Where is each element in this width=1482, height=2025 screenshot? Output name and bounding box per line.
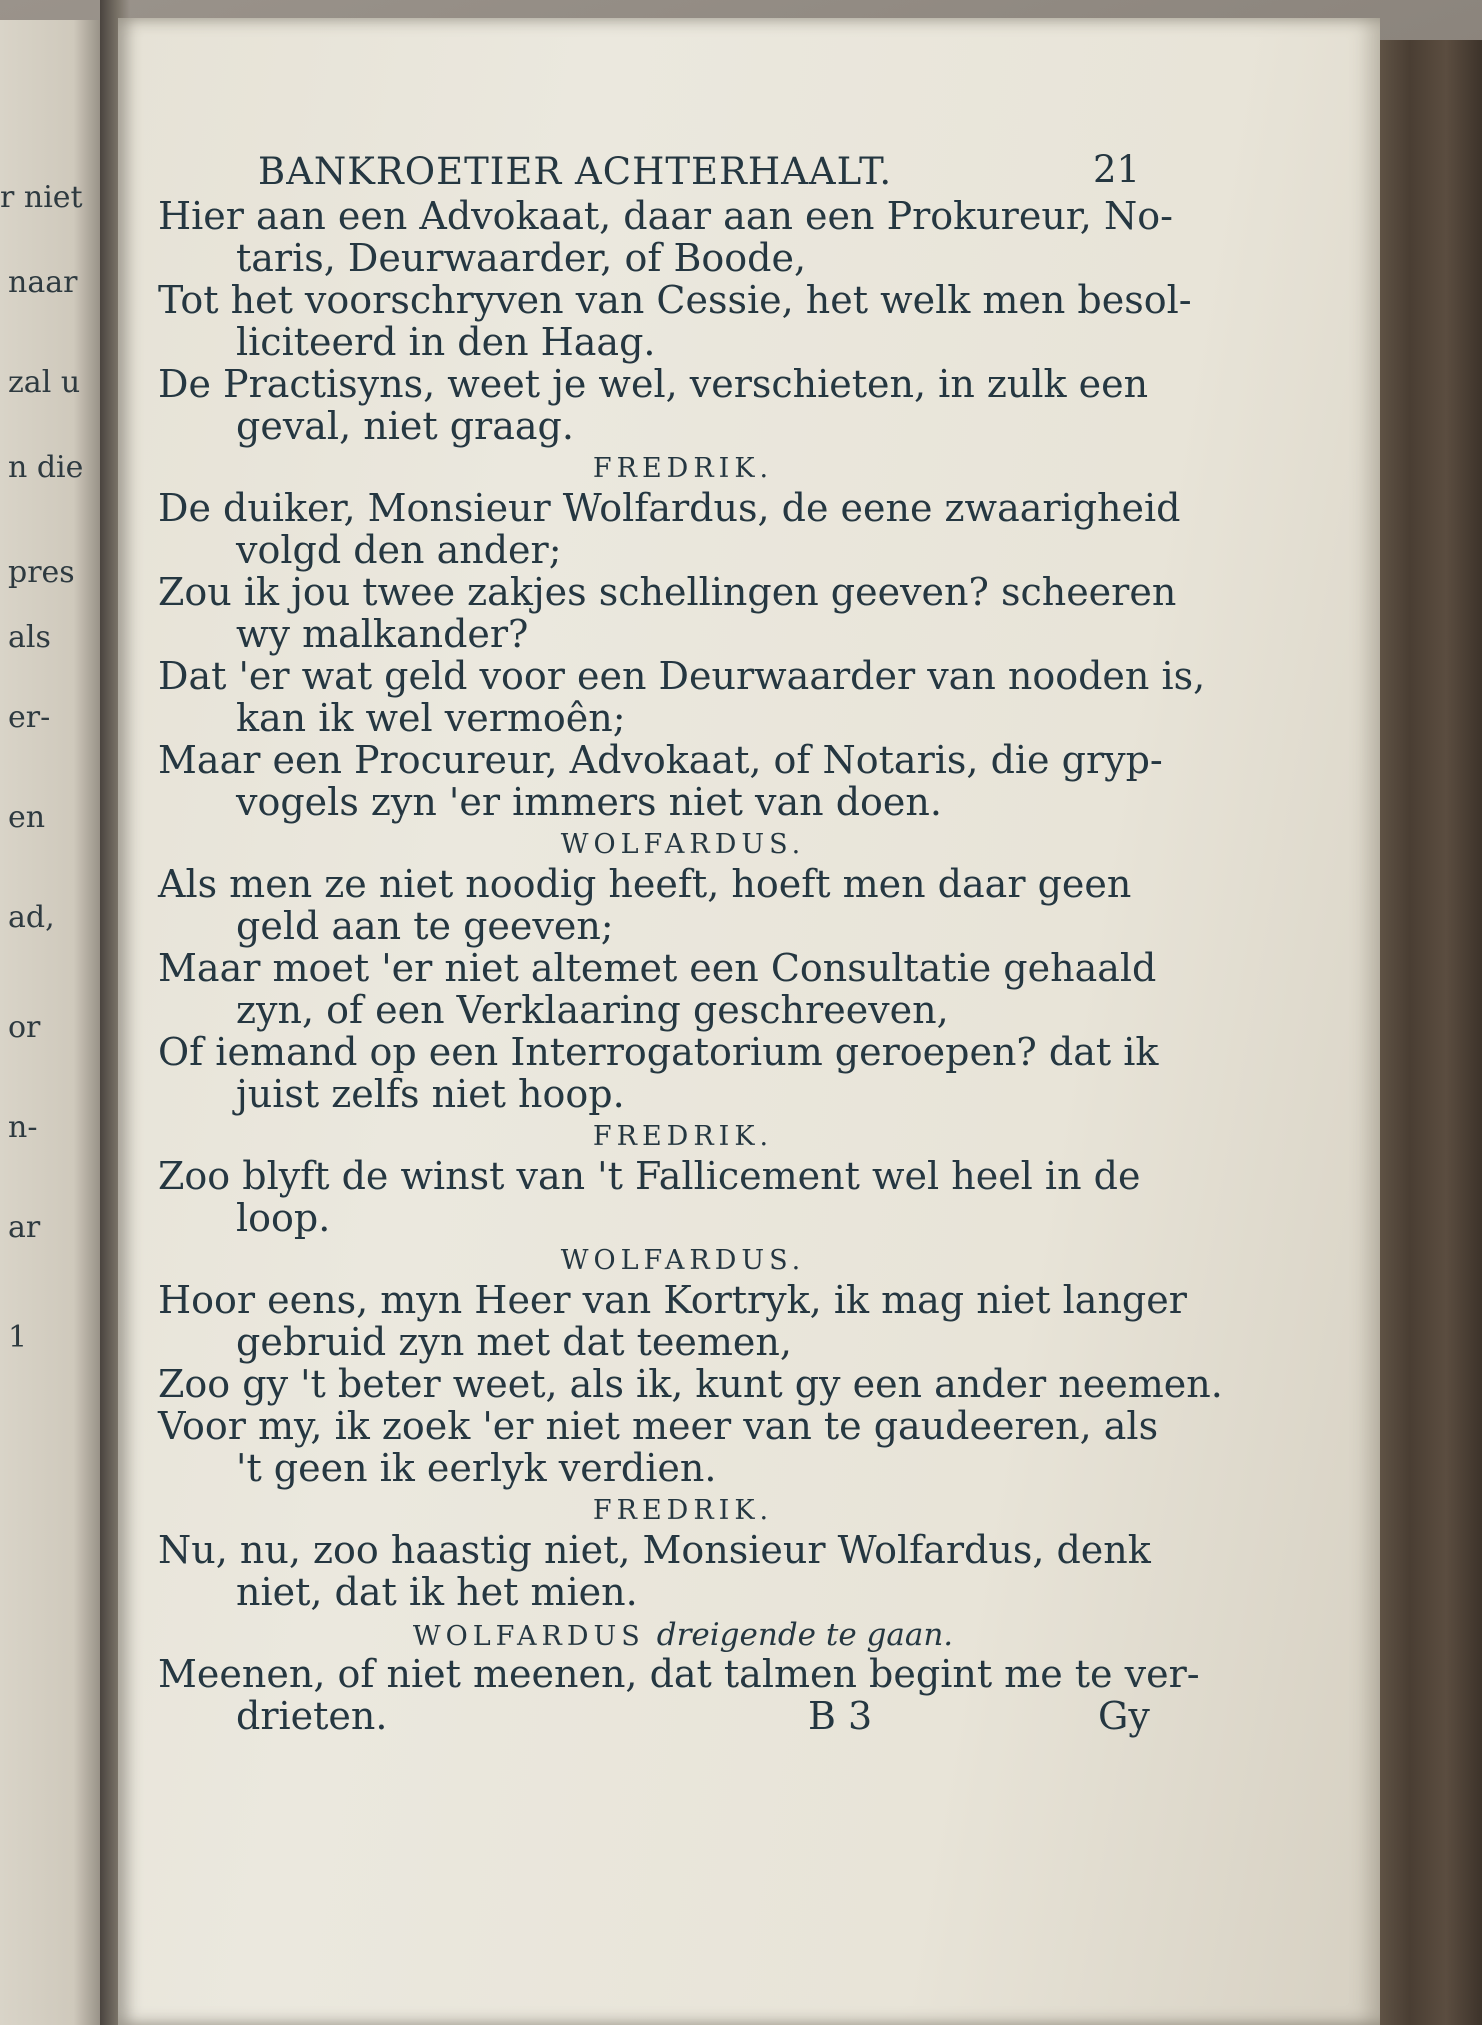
page-text-block <box>158 143 1223 1739</box>
verse-line: Meenen, of niet meenen, dat talmen begint me te ver- <box>158 1652 1200 1696</box>
left-facing-page <box>0 20 105 2025</box>
verse-continuation: loop. <box>236 1196 331 1240</box>
book-binding-edge <box>1362 40 1482 2025</box>
speaker-name: FREDRIK. <box>592 453 774 484</box>
verse-line: Nu, nu, zoo haastig niet, Monsieur Wolfardus, denk <box>158 1528 1151 1572</box>
verse-line: Hier aan een Advokaat, daar aan een Prokureur, No- <box>158 194 1173 238</box>
verse-line: Als men ze niet noodig heeft, hoeft men daar geen <box>158 862 1132 906</box>
verse-line: Hoor eens, myn Heer van Kortryk, ik mag niet langer <box>158 1278 1187 1322</box>
footer-last-line: drieten. <box>236 1694 388 1738</box>
left-page-text-fragment: r niet <box>0 180 83 215</box>
left-page-text-fragment: pres <box>8 555 75 590</box>
verse-continuation: geld aan te geeven; <box>236 904 614 948</box>
verse-line: Tot het voorschryven van Cessie, het welk men besol- <box>158 278 1192 322</box>
left-page-text-fragment: als <box>8 620 51 655</box>
verse-continuation: geval, niet graag. <box>236 404 574 448</box>
catchword: Gy <box>1098 1694 1150 1738</box>
verse-continuation: juist zelfs niet hoop. <box>236 1072 625 1116</box>
page-number: 21 <box>1093 148 1141 191</box>
verse-line: Maar een Procureur, Advokaat, of Notaris, die gryp- <box>158 738 1163 782</box>
verse-continuation: volgd den ander; <box>236 528 562 572</box>
left-page-text-fragment: ad, <box>8 900 55 935</box>
speaker-heading <box>158 823 1208 863</box>
verse-line: Zou ik jou twee zakjes schellingen geeven? scheeren <box>158 570 1177 614</box>
verse-continuation: gebruid zyn met dat teemen, <box>236 1320 792 1364</box>
verse-continuation: wy malkander? <box>236 612 529 656</box>
left-page-text-fragment: n die <box>8 450 84 485</box>
speaker-heading <box>158 1239 1208 1279</box>
verse-line: Voor my, ik zoek 'er niet meer van te gaudeeren, als <box>158 1404 1159 1448</box>
running-head <box>158 143 1208 191</box>
verse-line: Zoo blyft de winst van 't Fallicement wel heel in de <box>158 1154 1141 1198</box>
verse-continuation: kan ik wel vermoên; <box>236 696 626 740</box>
left-page-text-fragment: er- <box>8 700 51 735</box>
running-head-title: BANKROETIER ACHTERHAALT. <box>258 150 893 193</box>
left-page-text-fragment: zal u <box>8 365 81 400</box>
left-page-text-fragment: naar <box>8 265 78 300</box>
speaker-name: FREDRIK. <box>592 1121 774 1152</box>
verse-continuation: 't geen ik eerlyk verdien. <box>236 1446 717 1490</box>
verse-line: De Practisyns, weet je wel, verschieten, in zulk een <box>158 362 1149 406</box>
verse-continuation: taris, Deurwaarder, of Boode, <box>236 236 807 280</box>
speaker-heading <box>158 447 1208 487</box>
stage-direction: dreigende te gaan. <box>656 1617 954 1653</box>
left-page-text-fragment: n- <box>8 1110 38 1145</box>
speaker-name: FREDRIK. <box>592 1495 774 1526</box>
signature-mark: B 3 <box>808 1694 873 1738</box>
speaker-name: WOLFARDUS. <box>560 829 806 860</box>
verse-line: Zoo gy 't beter weet, als ik, kunt gy een ander neemen. <box>158 1362 1223 1406</box>
verse-continuation: zyn, of een Verklaaring geschreeven, <box>236 988 949 1032</box>
verse-line: Of iemand op een Interrogatorium geroepen? dat ik <box>158 1030 1159 1074</box>
speaker-heading <box>158 1489 1208 1529</box>
verse-line: De duiker, Monsieur Wolfardus, de eene zwaarigheid <box>158 486 1181 530</box>
speaker-name: WOLFARDUS <box>412 1621 645 1652</box>
verse-continuation: vogels zyn 'er immers niet van doen. <box>236 780 942 824</box>
left-page-text-fragment: en <box>8 800 46 835</box>
right-page <box>118 18 1380 2025</box>
verse-continuation: niet, dat ik het mien. <box>236 1570 638 1614</box>
verse-continuation: liciteerd in den Haag. <box>236 320 656 364</box>
speaker-heading <box>158 1613 1208 1653</box>
verse-lines <box>158 194 1223 1696</box>
verse-line: Dat 'er wat geld voor een Deurwaarder van nooden is, <box>158 654 1206 698</box>
speaker-heading <box>158 1115 1208 1155</box>
left-page-text-fragment: 1 <box>8 1320 28 1355</box>
page-footer <box>158 1695 1208 1739</box>
speaker-name: WOLFARDUS. <box>560 1245 806 1276</box>
left-page-text-fragment: or <box>8 1010 41 1045</box>
left-page-text-fragment: ar <box>8 1210 41 1245</box>
verse-line: Maar moet 'er niet altemet een Consultatie gehaald <box>158 946 1157 990</box>
